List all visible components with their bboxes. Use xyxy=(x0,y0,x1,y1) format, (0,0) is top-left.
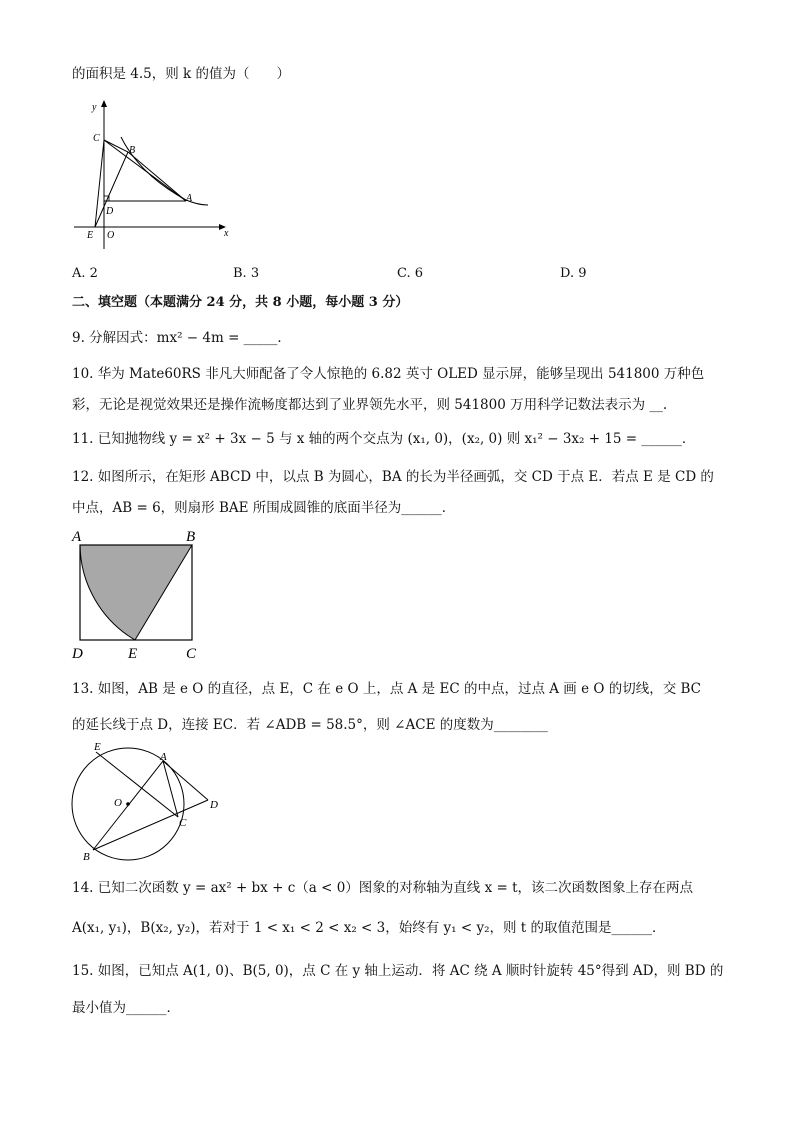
q8-option-a: A. 2 xyxy=(72,266,98,281)
fig13-label-o: O xyxy=(114,797,122,809)
fig13-label-a: A xyxy=(160,751,167,763)
q15-text-line2: 最小值为______． xyxy=(72,1000,180,1016)
graph-label-y: y xyxy=(92,102,97,113)
q13-text-line2: 的延长线于点 D，连接 EC．若 ∠ADB = 58.5°，则 ∠ACE 的度数为________ xyxy=(72,717,548,733)
q8-option-b: B. 3 xyxy=(233,266,260,281)
q10-text-line2: 彩，无论是视觉效果还是操作流畅度都达到了业界领先水平，则 541800 万用科学记数法表示为 __. xyxy=(72,397,668,413)
fig12-label-a: A xyxy=(72,529,82,545)
graph-label-a: A xyxy=(186,193,193,204)
fig13-label-c: C xyxy=(179,817,187,829)
q11-text: 11. 已知抛物线 y = x² + 3x − 5 与 x 轴的两个交点为 (x₁, 0)，(x₂, 0) 则 x₁² − 3x₂ + 15 = ______． xyxy=(72,431,696,447)
q8-option-d: D. 9 xyxy=(560,266,587,281)
section-heading: 二、填空题（本题满分 24 分，共 8 小题，每小题 3 分） xyxy=(72,295,409,310)
graph-label-c: C xyxy=(93,133,100,144)
q12-text-line2: 中点，AB = 6，则扇形 BAE 所围成圆锥的底面半径为______． xyxy=(72,500,456,516)
fig13-label-d: D xyxy=(210,799,218,811)
q8-coordinate-graph xyxy=(0,0,794,260)
fig12-label-d: D xyxy=(72,646,83,662)
q13-text-line1: 13. 如图，AB 是 e O 的直径，点 E，C 在 e O 上，点 A 是 EC 的中点，过点 A 画 e O 的切线，交 BC xyxy=(72,681,702,697)
graph-label-o: O xyxy=(107,230,115,241)
q12-text-line1: 12. 如图所示，在矩形 ABCD 中，以点 B 为圆心，BA 的长为半径画弧，交 CD 于点 E．若点 E 是 CD 的 xyxy=(72,469,714,485)
fig12-label-b: B xyxy=(186,529,196,545)
q14-text-line2: A(x₁, y₁)，B(x₂, y₂)，若对于 1 < x₁ < 2 < x₂ < 3，始终有 y₁ < y₂，则 t 的取值范围是______． xyxy=(72,920,666,936)
q13-circle-figure xyxy=(0,735,794,865)
q15-text-line1: 15. 如图，已知点 A(1, 0)、B(5, 0)，点 C 在 y 轴上运动．将 AC 绕 A 顺时针旋转 45°得到 AD，则 BD 的 xyxy=(72,963,724,979)
fig12-label-e: E xyxy=(128,646,138,662)
q9-text: 9. 分解因式：mx² − 4m = _____． xyxy=(72,330,291,346)
q10-text-line1: 10. 华为 Mate60RS 非凡大师配备了令人惊艳的 6.82 英寸 OLED 显示屏，能够呈现出 541800 万种色 xyxy=(72,366,705,382)
graph-label-x: x xyxy=(224,228,229,239)
fig13-label-e: E xyxy=(94,741,101,753)
fig13-label-b: B xyxy=(83,851,90,863)
graph-label-d: D xyxy=(106,206,114,217)
graph-label-e: E xyxy=(87,230,94,241)
fig12-label-c: C xyxy=(186,646,197,662)
q12-rectangle-figure xyxy=(0,525,794,665)
graph-label-b: B xyxy=(129,145,136,156)
q8-option-c: C. 6 xyxy=(397,266,424,281)
q14-text-line1: 14. 已知二次函数 y = ax² + bx + c（a < 0）图象的对称轴为直线 x = t，该二次函数图象上存在两点 xyxy=(72,880,694,896)
q8-text: 的面积是 4.5，则 k 的值为（ ） xyxy=(72,66,291,82)
